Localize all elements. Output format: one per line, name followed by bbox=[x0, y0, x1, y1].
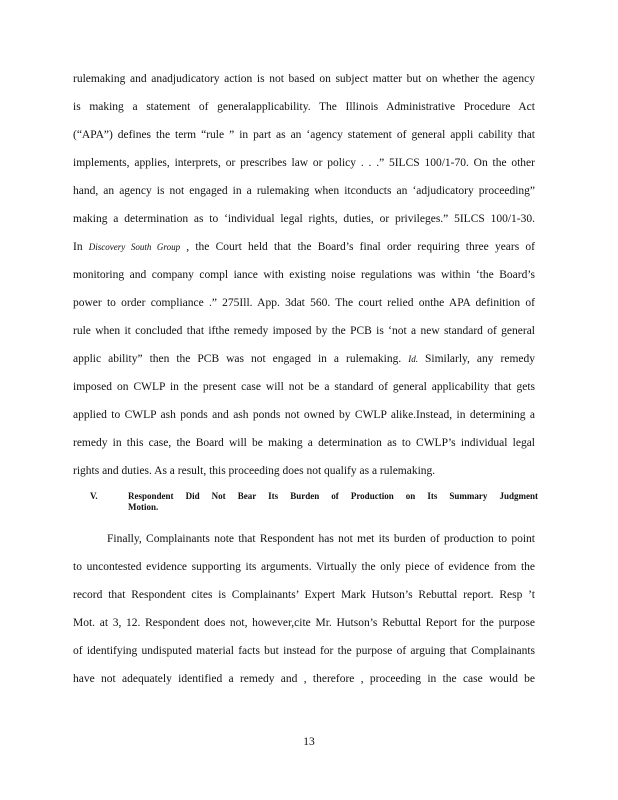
body-line: have not adequately identified a remedy and , therefore , proceeding in the case would be bbox=[73, 673, 535, 685]
id-citation: Id. bbox=[408, 354, 418, 364]
section-title-line-1: Respondent Did Not Bear Its Burden of Production on Its Summary Judgment bbox=[128, 491, 538, 501]
body-line: (“APA”) defines the term “rule ” in part as an ‘agency statement of general appli cability that bbox=[73, 129, 535, 141]
body-line: is making a statement of generalapplicability. The Illinois Administrative Procedure Act bbox=[73, 101, 535, 113]
body-line: imposed on CWLP in the present case will not be a standard of general applicability that gets bbox=[73, 381, 535, 393]
body-line: rights and duties. As a result, this proceeding does not qualify as a rulemaking. bbox=[73, 465, 436, 477]
section-title-line-2: Motion. bbox=[128, 502, 159, 512]
case-name: Discovery South Group bbox=[88, 242, 181, 252]
body-line-case-citation bbox=[73, 239, 535, 255]
line-prefix: applic ability” then the PCB was not engaged in a rulemaking. bbox=[73, 353, 409, 365]
body-line: power to order compliance .” 275Ill. App. 3dat 560. The court relied onthe APA definition of bbox=[73, 297, 535, 309]
page-number: 13 bbox=[303, 736, 315, 748]
body-line: Mot. at 3, 12. Respondent does not, however,cite Mr. Hutson’s Rebuttal Report for the purpose bbox=[73, 617, 535, 629]
body-line: record that Respondent cites is Complainants’ Expert Mark Hutson’s Rebuttal report. Resp ’t bbox=[73, 589, 535, 601]
line-suffix: Similarly, any remedy bbox=[418, 353, 535, 365]
body-line: Finally, Complainants note that Respondent has not met its burden of production to point bbox=[107, 533, 535, 545]
line-prefix: In bbox=[73, 241, 89, 253]
body-line: monitoring and company compl iance with existing noise regulations was within ‘the Board’s bbox=[73, 269, 535, 281]
body-line: remedy in this case, the Board will be making a determination as to CWLP’s individual legal bbox=[73, 437, 535, 449]
body-line: applied to CWLP ash ponds and ash ponds not owned by CWLP alike.Instead, in determining a bbox=[73, 409, 535, 421]
body-line: to uncontested evidence supporting its arguments. Virtually the only piece of evidence from the bbox=[73, 561, 535, 573]
section-number: V. bbox=[90, 491, 98, 501]
line-suffix: , the Court held that the Board’s final order requiring three years of bbox=[180, 241, 535, 253]
body-line: rulemaking and anadjudicatory action is not based on subject matter but on whether the agency bbox=[73, 73, 535, 85]
body-line: hand, an agency is not engaged in a rulemaking when itconducts an ‘adjudicatory proceeding” bbox=[73, 185, 535, 197]
body-line: of identifying undisputed material facts but instead for the purpose of arguing that Complainants bbox=[73, 645, 535, 657]
body-line: rule when it concluded that ifthe remedy imposed by the PCB is ‘not a new standard of general bbox=[73, 325, 535, 337]
body-line: making a determination as to ‘individual legal rights, duties, or privileges.” 5ILCS 100/1-30. bbox=[73, 213, 535, 225]
body-line-id-citation bbox=[73, 351, 535, 367]
body-line: implements, applies, interprets, or prescribes law or policy . . .” 5ILCS 100/1-70. On the other bbox=[73, 157, 535, 169]
